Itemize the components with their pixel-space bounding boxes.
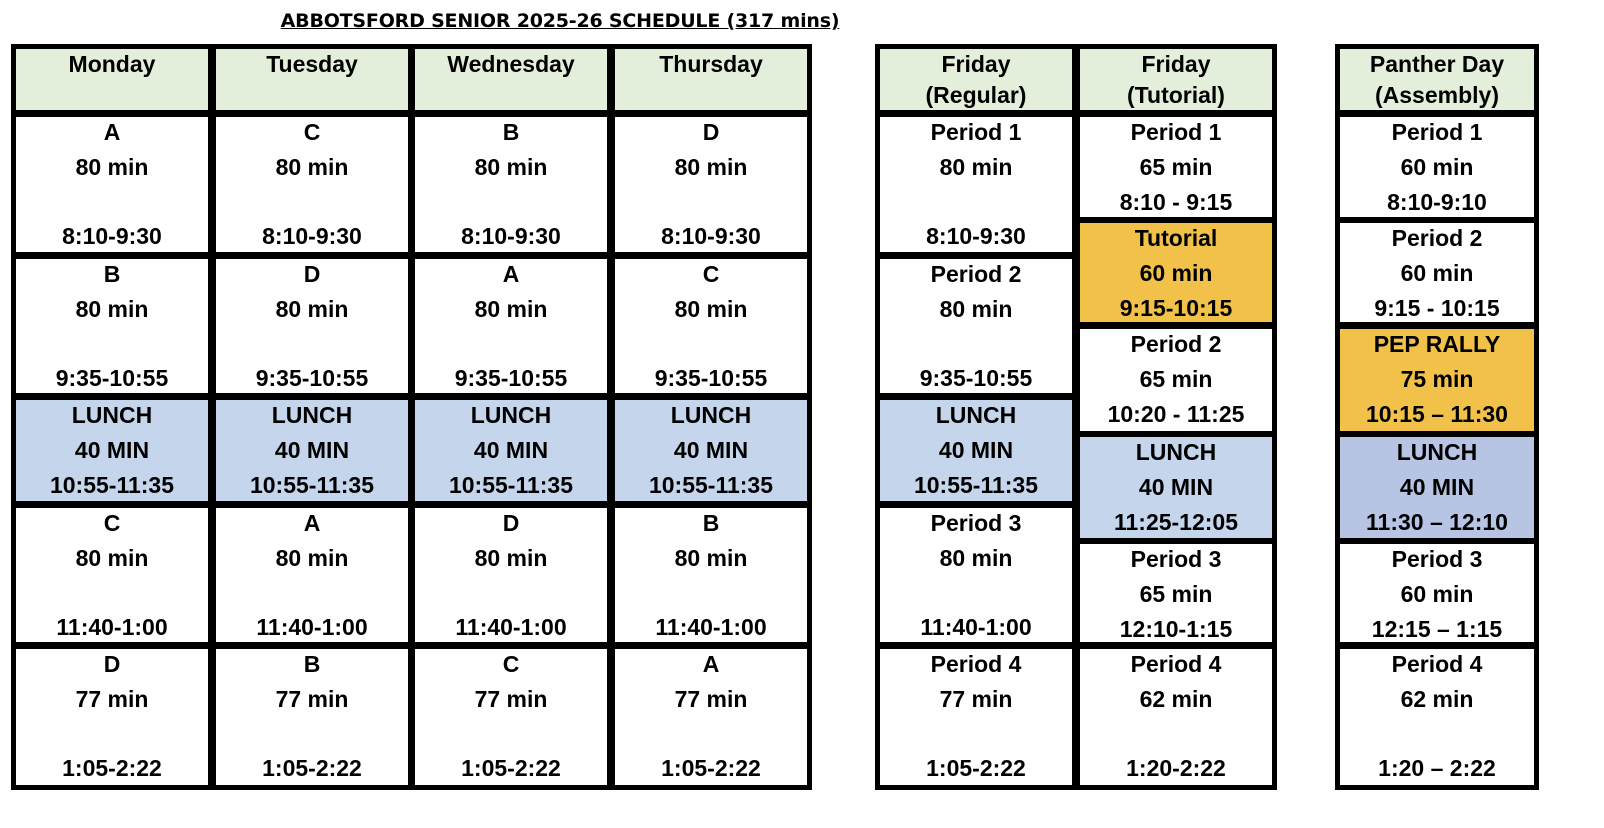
block-name: C [502, 651, 520, 677]
block-time: 8:10-9:30 [926, 223, 1026, 249]
block-duration: 75 min [1400, 366, 1474, 392]
block-name: B [303, 651, 321, 677]
block-duration: 80 min [939, 545, 1013, 571]
block-duration: 40 MIN [1399, 474, 1475, 500]
day-header-label: Panther Day [1369, 51, 1505, 77]
period-block [610, 112, 812, 257]
block-time: 10:55-11:35 [249, 472, 375, 498]
block-duration: 77 min [674, 686, 748, 712]
period-block [1335, 324, 1539, 436]
block-time: 11:40-1:00 [56, 614, 168, 640]
period-block [875, 503, 1077, 647]
period-block [875, 254, 1077, 398]
block-time: 10:55-11:35 [49, 472, 175, 498]
block-time: 1:05-2:22 [661, 755, 761, 781]
day-header [211, 44, 413, 115]
block-time: 9:15 - 10:15 [1374, 295, 1500, 321]
day-header-label: Thursday [659, 51, 763, 77]
block-name: A [702, 651, 720, 677]
block-duration: 62 min [1400, 686, 1474, 712]
period-block [1075, 644, 1277, 790]
block-duration: 40 MIN [473, 437, 549, 463]
day-header-label: (Tutorial) [1127, 82, 1225, 108]
block-time: 11:30 – 12:10 [1366, 509, 1508, 535]
block-duration: 65 min [1139, 581, 1213, 607]
period-block [1335, 218, 1539, 327]
day-header [875, 44, 1077, 115]
day-header-label: (Assembly) [1375, 82, 1499, 108]
day-header-label: (Regular) [925, 82, 1027, 108]
block-duration: 77 min [275, 686, 349, 712]
block-name: A [502, 261, 520, 287]
block-duration: 80 min [75, 545, 149, 571]
block-time: 8:10 - 9:15 [1119, 189, 1233, 215]
block-time: 10:55-11:35 [448, 472, 574, 498]
day-header-label: Tuesday [266, 51, 358, 77]
block-time: 9:35-10:55 [255, 365, 369, 391]
block-time: 9:35-10:55 [919, 365, 1033, 391]
block-name: B [103, 261, 121, 287]
block-duration: 80 min [674, 296, 748, 322]
period-block [1335, 644, 1539, 790]
block-name: Period 1 [930, 119, 1022, 145]
block-name: Period 3 [1130, 546, 1222, 572]
day-header [610, 44, 812, 115]
block-time: 10:15 – 11:30 [1366, 401, 1508, 427]
lunch-block [610, 395, 812, 506]
period-block [1075, 539, 1277, 647]
block-name: Period 2 [930, 261, 1022, 287]
block-name: LUNCH [1135, 439, 1217, 465]
block-name: Period 1 [1130, 119, 1222, 145]
block-duration: 40 MIN [1138, 474, 1214, 500]
block-time: 1:05-2:22 [461, 755, 561, 781]
period-block [211, 112, 413, 257]
block-name: LUNCH [271, 402, 353, 428]
period-block [410, 644, 612, 790]
day-header-label: Friday [1141, 51, 1211, 77]
block-name: C [702, 261, 720, 287]
period-block [875, 112, 1077, 257]
block-name: Period 2 [1130, 331, 1222, 357]
block-name: C [303, 119, 321, 145]
block-name: D [502, 510, 520, 536]
block-duration: 77 min [75, 686, 149, 712]
period-block [211, 254, 413, 398]
block-duration: 40 MIN [938, 437, 1014, 463]
period-block [610, 254, 812, 398]
block-time: 1:20 – 2:22 [1378, 755, 1496, 781]
block-duration: 80 min [939, 296, 1013, 322]
day-header-label: Monday [68, 51, 156, 77]
block-time: 10:55-11:35 [648, 472, 774, 498]
block-name: A [103, 119, 121, 145]
block-time: 9:15-10:15 [1119, 295, 1233, 321]
block-time: 8:10-9:30 [62, 223, 162, 249]
day-header [1075, 44, 1277, 115]
period-block [1075, 112, 1277, 222]
block-time: 8:10-9:30 [461, 223, 561, 249]
block-time: 8:10-9:30 [262, 223, 362, 249]
block-name: Tutorial [1134, 225, 1218, 251]
block-name: LUNCH [71, 402, 153, 428]
block-name: B [702, 510, 720, 536]
block-name: B [502, 119, 520, 145]
block-duration: 80 min [474, 296, 548, 322]
block-name: Period 3 [930, 510, 1022, 536]
period-block [211, 503, 413, 647]
block-name: D [103, 651, 121, 677]
period-block [11, 112, 213, 257]
block-name: Period 1 [1391, 119, 1483, 145]
block-name: Period 4 [1391, 651, 1483, 677]
day-header [410, 44, 612, 115]
block-duration: 60 min [1400, 260, 1474, 286]
block-duration: 40 MIN [673, 437, 749, 463]
day-header [1335, 44, 1539, 115]
block-time: 9:35-10:55 [454, 365, 568, 391]
period-block [410, 112, 612, 257]
block-time: 12:15 – 1:15 [1371, 616, 1503, 642]
lunch-block [410, 395, 612, 506]
block-time: 11:40-1:00 [920, 614, 1032, 640]
block-time: 11:25-12:05 [1113, 509, 1239, 535]
block-duration: 60 min [1400, 581, 1474, 607]
page-title: ABBOTSFORD SENIOR 2025-26 SCHEDULE (317 mins) [280, 10, 840, 32]
block-duration: 80 min [275, 296, 349, 322]
day-header [11, 44, 213, 115]
block-name: Period 2 [1391, 225, 1483, 251]
block-duration: 77 min [939, 686, 1013, 712]
block-duration: 40 MIN [274, 437, 350, 463]
period-block [11, 254, 213, 398]
period-block [610, 503, 812, 647]
block-name: LUNCH [470, 402, 552, 428]
lunch-block [11, 395, 213, 506]
block-time: 12:10-1:15 [1119, 616, 1233, 642]
block-duration: 65 min [1139, 154, 1213, 180]
block-name: LUNCH [1396, 439, 1478, 465]
block-time: 8:10-9:30 [661, 223, 761, 249]
block-time: 8:10-9:10 [1387, 189, 1487, 215]
block-duration: 80 min [474, 545, 548, 571]
block-time: 11:40-1:00 [256, 614, 368, 640]
block-name: Period 4 [1130, 651, 1222, 677]
period-block [1335, 539, 1539, 647]
block-name: C [103, 510, 121, 536]
block-duration: 62 min [1139, 686, 1213, 712]
block-time: 1:20-2:22 [1126, 755, 1226, 781]
block-name: D [303, 261, 321, 287]
period-block [11, 503, 213, 647]
block-duration: 80 min [275, 154, 349, 180]
block-time: 9:35-10:55 [55, 365, 169, 391]
block-duration: 80 min [674, 154, 748, 180]
block-duration: 80 min [474, 154, 548, 180]
day-header-label: Friday [941, 51, 1011, 77]
lunch-block [1335, 432, 1539, 543]
block-duration: 60 min [1400, 154, 1474, 180]
period-block [610, 644, 812, 790]
block-duration: 80 min [674, 545, 748, 571]
period-block [875, 644, 1077, 790]
period-block [1335, 112, 1539, 222]
block-duration: 60 min [1139, 260, 1213, 286]
day-header-label: Wednesday [447, 51, 575, 77]
block-time: 10:20 - 11:25 [1107, 401, 1245, 427]
block-name: Period 3 [1391, 546, 1483, 572]
period-block [211, 644, 413, 790]
block-duration: 65 min [1139, 366, 1213, 392]
block-duration: 80 min [939, 154, 1013, 180]
lunch-block [875, 395, 1077, 506]
block-name: LUNCH [935, 402, 1017, 428]
period-block [410, 503, 612, 647]
block-time: 11:40-1:00 [455, 614, 567, 640]
block-time: 10:55-11:35 [913, 472, 1039, 498]
block-name: PEP RALLY [1373, 331, 1501, 357]
block-duration: 80 min [75, 154, 149, 180]
block-time: 1:05-2:22 [262, 755, 362, 781]
block-name: A [303, 510, 321, 536]
block-time: 1:05-2:22 [926, 755, 1026, 781]
period-block [1075, 218, 1277, 327]
block-duration: 80 min [75, 296, 149, 322]
block-time: 11:40-1:00 [655, 614, 767, 640]
block-duration: 40 MIN [74, 437, 150, 463]
block-name: D [702, 119, 720, 145]
block-time: 9:35-10:55 [654, 365, 768, 391]
block-time: 1:05-2:22 [62, 755, 162, 781]
block-name: Period 4 [930, 651, 1022, 677]
lunch-block [1075, 432, 1277, 543]
period-block [11, 644, 213, 790]
period-block [410, 254, 612, 398]
block-duration: 77 min [474, 686, 548, 712]
block-name: LUNCH [670, 402, 752, 428]
block-duration: 80 min [275, 545, 349, 571]
lunch-block [211, 395, 413, 506]
period-block [1075, 324, 1277, 436]
